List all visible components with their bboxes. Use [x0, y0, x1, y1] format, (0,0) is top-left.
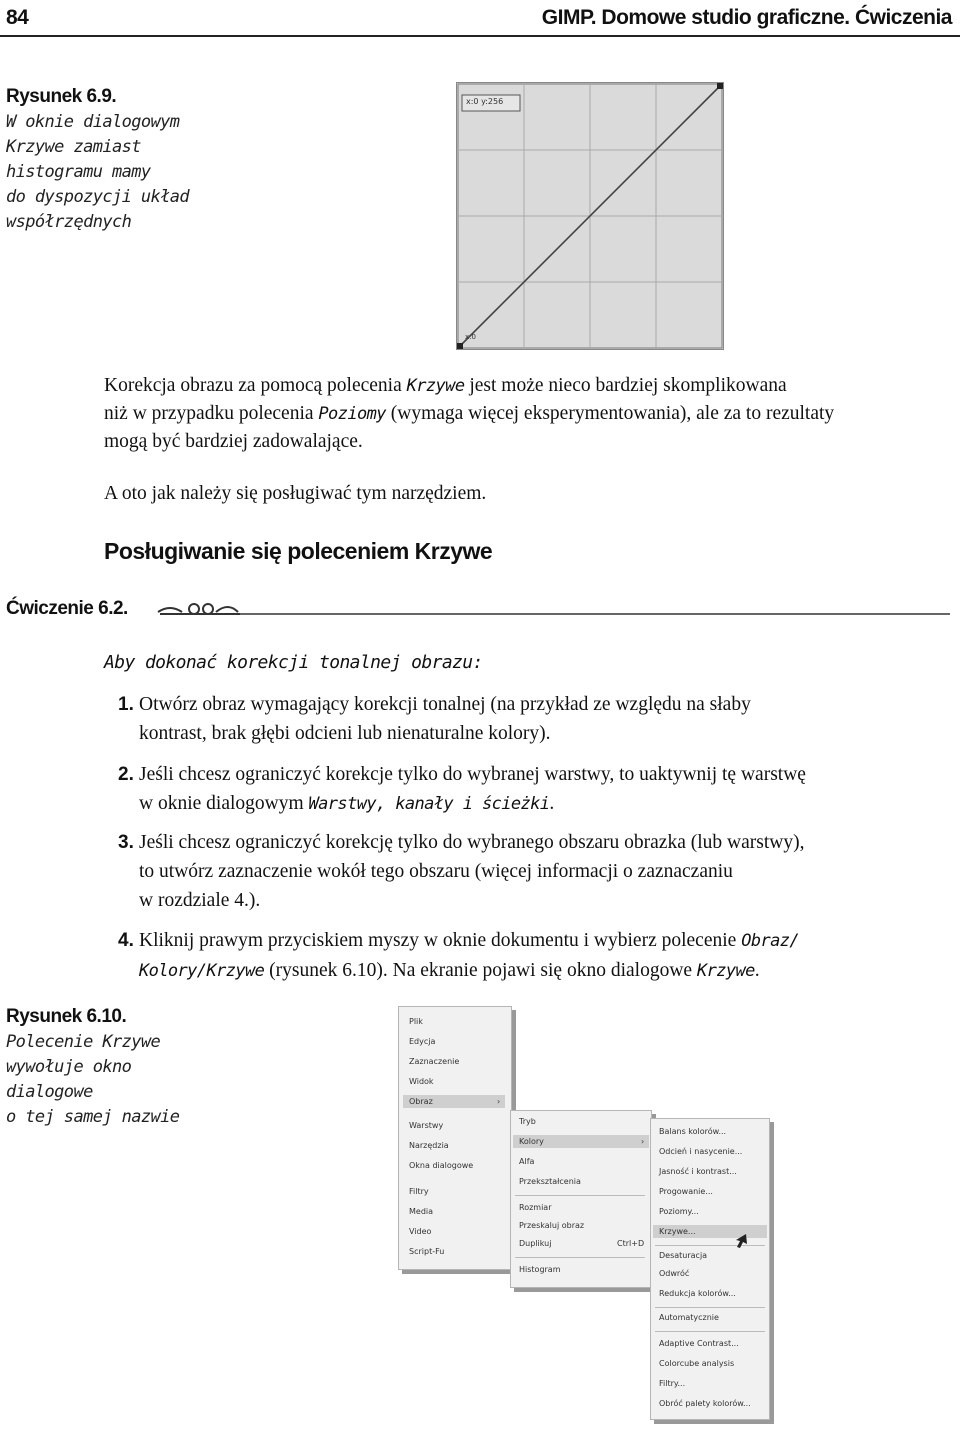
exercise-ornament-rule: [150, 596, 950, 626]
menu-item-alfa[interactable]: Alfa: [519, 1157, 535, 1166]
step-line: [118, 760, 948, 789]
curves-graph: [456, 82, 724, 350]
menu-path: Kolory/Krzywe: [139, 961, 265, 981]
step-text: Jeśli chcesz ograniczyć korekcje tylko do wybranej warstwy, to uaktywnij tę warstwę: [139, 764, 806, 785]
menu-item-rozmiar[interactable]: Rozmiar: [519, 1203, 552, 1212]
menu-item-balans[interactable]: Balans kolorów...: [659, 1127, 727, 1136]
step-line: [118, 956, 948, 986]
menu-separator: [655, 1331, 765, 1332]
step-text: Otwórz obraz wymagający korekcji tonalnej (na przykład ze względu na słaby: [139, 694, 751, 715]
coord-readout: x:0 y:256: [466, 97, 504, 106]
text: Korekcja obrazu za pomocą polecenia: [104, 375, 407, 396]
step-text: .: [549, 793, 555, 814]
dialog-name: Krzywe: [696, 961, 755, 981]
header-rule: [0, 35, 960, 37]
menu-item-progowanie[interactable]: Progowanie...: [659, 1187, 713, 1196]
menu-item-obraz[interactable]: Obraz: [403, 1095, 505, 1108]
submenu-arrow-icon: ›: [641, 1137, 645, 1146]
text: (wymaga więcej eksperymentowania), ale za to rezultaty: [385, 403, 835, 424]
menu-item-obroc-palety[interactable]: Obróć palety kolorów...: [659, 1399, 751, 1408]
step-line: to utwórz zaznaczenie wokół tego obszaru (więcej informacji o zaznaczaniu: [139, 861, 733, 882]
menu-path: Obraz/: [741, 931, 799, 951]
caption-line: dialogowe: [6, 1082, 93, 1102]
figure-label: Rysunek 6.9.: [6, 86, 117, 107]
menu-separator: [515, 1257, 645, 1258]
figure-caption: [6, 1030, 206, 1130]
text: niż w przypadku polecenia: [104, 403, 319, 424]
menu-item-colorcube[interactable]: Colorcube analysis: [659, 1359, 735, 1368]
step-line: [118, 690, 948, 719]
menu-item-poziomy[interactable]: Poziomy...: [659, 1207, 699, 1216]
step-1: [118, 690, 948, 748]
menu-separator: [655, 1307, 765, 1308]
step-text: Jeśli chcesz ograniczyć korekcję tylko do wybranego obszaru obrazka (lub warstwy),: [139, 832, 805, 853]
caption-line: o tej samej nazwie: [6, 1107, 180, 1127]
menu-item-media[interactable]: Media: [409, 1207, 434, 1216]
figure-label: Rysunek 6.10.: [6, 1006, 127, 1027]
dialog-name: Warstwy, kanały i ścieżki: [308, 794, 550, 814]
menu-item-przeksztalcenia[interactable]: Przekształcenia: [519, 1177, 581, 1186]
intro-line: [104, 400, 956, 428]
figure-caption: [6, 110, 206, 235]
step-text: (rysunek 6.10). Na ekranie pojawi się okno dialogowe: [264, 960, 697, 981]
intro-line: mogą być bardziej zadowalające.: [104, 431, 363, 452]
text: jest może nieco bardziej skomplikowana: [464, 375, 787, 396]
caption-line: współrzędnych: [6, 212, 132, 232]
curve-point-high: [717, 83, 723, 89]
menu-item-warstwy[interactable]: Warstwy: [409, 1121, 444, 1130]
step-3: [118, 828, 948, 915]
step-number: 2.: [118, 764, 134, 785]
caption-line: Krzywe zamiast: [6, 137, 141, 157]
page-number: 84: [6, 6, 29, 29]
intro-line: [104, 372, 956, 400]
menu-item-jasnosc[interactable]: Jasność i kontrast...: [659, 1167, 737, 1176]
menu-item-tryb[interactable]: Tryb: [519, 1117, 536, 1126]
submenu-arrow-icon: ›: [497, 1097, 501, 1106]
menu-item-przeskaluj[interactable]: Przeskaluj obraz: [519, 1221, 585, 1230]
menu-item-krzywe[interactable]: Krzywe...: [653, 1225, 767, 1238]
menu-item-video[interactable]: Video: [409, 1227, 432, 1236]
menu-item-edycja[interactable]: Edycja: [409, 1037, 436, 1046]
exercise-label: Ćwiczenie 6.2.: [6, 598, 128, 619]
menu-item-odcien[interactable]: Odcień i nasycenie...: [659, 1147, 743, 1156]
menu-item-adaptive[interactable]: Adaptive Contrast...: [659, 1339, 739, 1348]
menu-item-duplikuj[interactable]: Duplikuj: [519, 1239, 552, 1248]
step-text: w oknie dialogowym: [139, 793, 309, 814]
step-2: [118, 760, 948, 819]
caption-line: Polecenie Krzywe: [6, 1032, 161, 1052]
menu-item-filtry[interactable]: Filtry: [409, 1187, 429, 1196]
caption-line: W oknie dialogowym: [6, 112, 180, 132]
menu-item-filtry[interactable]: Filtry...: [659, 1379, 686, 1388]
origin-readout: x:0: [465, 333, 476, 341]
colors-submenu: [650, 1118, 770, 1420]
menu-item-zaznaczenie[interactable]: Zaznaczenie: [409, 1057, 460, 1066]
menu-item-histogram[interactable]: Histogram: [519, 1265, 561, 1274]
exercise-lead: Aby dokonać korekcji tonalnej obrazu:: [104, 652, 483, 673]
step-line: [118, 828, 948, 857]
intro-paragraph: [104, 372, 956, 455]
menu-item-redukcja[interactable]: Redukcja kolorów...: [659, 1289, 736, 1298]
menu-item-desaturacja[interactable]: Desaturacja: [659, 1251, 708, 1260]
step-text: .: [754, 960, 760, 981]
step-number: 1.: [118, 694, 134, 715]
step-line: w rozdziale 4.).: [139, 890, 261, 911]
intro-paragraph-2: A oto jak należy się posługiwać tym narzędziem.: [104, 483, 487, 504]
menu-item-okna-dialogowe[interactable]: Okna dialogowe: [409, 1161, 474, 1170]
menu-screenshot: [392, 1000, 782, 1425]
command-name: Poziomy: [318, 404, 386, 424]
step-line: [118, 926, 948, 956]
shortcut-label: Ctrl+D: [617, 1239, 645, 1248]
section-title: Posługiwanie się poleceniem Krzywe: [104, 538, 493, 564]
step-line: kontrast, brak głębi odcieni lub nienaturalne kolory).: [139, 723, 551, 744]
menu-item-plik[interactable]: Plik: [409, 1017, 423, 1026]
image-submenu: [510, 1110, 652, 1288]
step-number: 4.: [118, 930, 134, 951]
menu-item-script-fu[interactable]: Script-Fu: [409, 1247, 445, 1256]
menu-item-widok[interactable]: Widok: [409, 1077, 434, 1086]
menu-separator: [515, 1195, 645, 1196]
menu-item-kolory[interactable]: Kolory: [513, 1135, 649, 1148]
curve-point-low: [457, 343, 463, 349]
caption-line: wywołuje okno: [6, 1057, 132, 1077]
step-4: [118, 926, 948, 986]
caption-line: histogramu mamy: [6, 162, 151, 182]
caption-line: do dyspozycji układ: [6, 187, 190, 207]
menu-item-narzedzia[interactable]: Narzędzia: [409, 1141, 449, 1150]
step-number: 3.: [118, 832, 134, 853]
curves-grid: [457, 83, 723, 349]
menu-item-automatycznie[interactable]: Automatycznie: [659, 1313, 719, 1322]
step-line: [118, 789, 948, 819]
step-text: Kliknij prawym przyciskiem myszy w oknie dokumentu i wybierz polecenie: [139, 930, 742, 951]
mouse-cursor-icon: [732, 1232, 750, 1250]
context-menu: [398, 1006, 512, 1270]
menu-item-odwroc[interactable]: Odwróć: [659, 1269, 690, 1278]
running-title: GIMP. Domowe studio graficzne. Ćwiczenia: [541, 6, 952, 29]
command-name: Krzywe: [406, 376, 465, 396]
